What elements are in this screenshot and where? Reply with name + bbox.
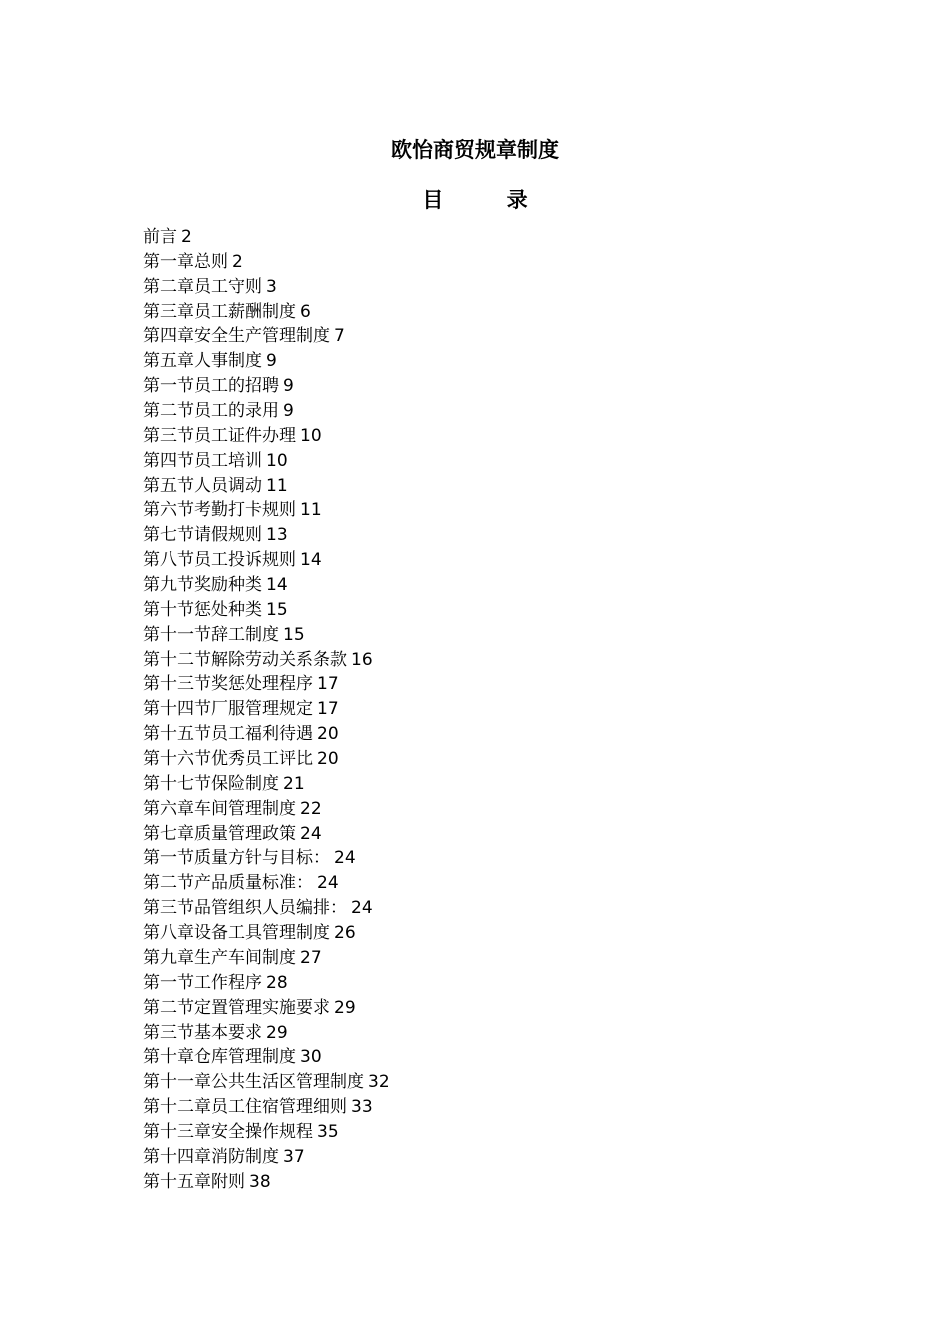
toc-entry[interactable] (143, 747, 390, 772)
toc-entry-page-number: 15 (266, 599, 288, 620)
toc-entry[interactable] (143, 648, 390, 673)
toc-entry-label: 第四章安全生产管理制度 (143, 326, 330, 347)
toc-entry-page-number: 24 (300, 823, 322, 844)
toc-entry-label: 第一节质量方针与目标： (143, 848, 330, 869)
toc-entry[interactable] (143, 772, 390, 797)
toc-entry-label: 第二节定置管理实施要求 (143, 997, 330, 1018)
toc-entry-label: 第十一章公共生活区管理制度 (143, 1072, 364, 1093)
toc-entry-page-number: 20 (317, 749, 339, 770)
toc-entry-label: 第四节员工培训 (143, 450, 262, 471)
toc-entry-page-number: 10 (300, 425, 322, 446)
toc-entry-page-number: 17 (317, 674, 339, 695)
toc-entry[interactable] (143, 1021, 390, 1046)
toc-entry[interactable] (143, 349, 390, 374)
toc-entry-label: 第十六节优秀员工评比 (143, 749, 313, 770)
toc-entry-page-number: 28 (266, 972, 288, 993)
toc-entry[interactable] (143, 623, 390, 648)
toc-entry-page-number: 38 (249, 1171, 271, 1192)
toc-entry[interactable] (143, 449, 390, 474)
toc-entry-label: 第十七节保险制度 (143, 773, 279, 794)
toc-entry[interactable] (143, 598, 390, 623)
toc-entry[interactable] (143, 300, 390, 325)
toc-entry-page-number: 10 (266, 450, 288, 471)
toc-entry-page-number: 2 (181, 227, 192, 247)
toc-entry-page-number: 15 (283, 624, 305, 645)
toc-entry[interactable] (143, 1120, 390, 1145)
toc-entry[interactable] (143, 275, 390, 300)
toc-heading: 目 录 (422, 188, 556, 212)
toc-entry-label: 第十节惩处种类 (143, 599, 262, 620)
toc-entry-label: 第二节员工的录用 (143, 401, 279, 422)
toc-entry-page-number: 24 (351, 898, 373, 919)
toc-entry-page-number: 37 (283, 1146, 305, 1167)
table-of-contents (143, 225, 390, 1195)
toc-entry[interactable] (143, 846, 390, 871)
toc-entry-label: 第十三章安全操作规程 (143, 1121, 313, 1142)
toc-entry-label: 第十一节辞工制度 (143, 624, 279, 645)
toc-entry-label: 第八章设备工具管理制度 (143, 923, 330, 944)
toc-entry-page-number: 11 (266, 475, 288, 496)
toc-entry[interactable] (143, 225, 390, 250)
toc-entry[interactable] (143, 474, 390, 499)
toc-entry-page-number: 22 (300, 798, 322, 819)
toc-entry-label: 第五节人员调动 (143, 475, 262, 496)
toc-entry[interactable] (143, 1145, 390, 1170)
toc-entry-page-number: 16 (351, 649, 373, 670)
toc-entry[interactable] (143, 822, 390, 847)
toc-entry-page-number: 24 (334, 848, 356, 869)
toc-entry-page-number: 21 (283, 773, 305, 794)
toc-entry-page-number: 24 (317, 873, 339, 894)
toc-entry[interactable] (143, 1070, 390, 1095)
toc-entry-label: 第一节工作程序 (143, 972, 262, 993)
toc-entry-page-number: 9 (266, 351, 277, 372)
toc-entry-page-number: 20 (317, 724, 339, 745)
toc-entry-label: 第二节产品质量标准： (143, 873, 313, 894)
toc-entry-label: 第六节考勤打卡规则 (143, 500, 296, 521)
toc-entry-label: 第十四节厂服管理规定 (143, 699, 313, 720)
toc-entry-label: 第一章总则 (143, 251, 228, 272)
toc-entry-page-number: 27 (300, 947, 322, 968)
toc-entry[interactable] (143, 573, 390, 598)
toc-entry[interactable] (143, 672, 390, 697)
toc-entry[interactable] (143, 374, 390, 399)
toc-entry-page-number: 9 (283, 376, 294, 397)
toc-entry[interactable] (143, 896, 390, 921)
toc-entry-page-number: 9 (283, 401, 294, 422)
toc-entry-label: 第九章生产车间制度 (143, 947, 296, 968)
toc-entry-page-number: 17 (317, 699, 339, 720)
toc-entry-page-number: 14 (300, 550, 322, 571)
toc-entry-label: 第三节品管组织人员编排： (143, 898, 347, 919)
toc-entry-label: 第十章仓库管理制度 (143, 1047, 296, 1068)
toc-entry[interactable] (143, 424, 390, 449)
toc-entry-label: 第十四章消防制度 (143, 1146, 279, 1167)
toc-entry[interactable] (143, 722, 390, 747)
toc-entry[interactable] (143, 697, 390, 722)
toc-entry-label: 第九节奖励种类 (143, 575, 262, 596)
toc-entry-label: 第一节员工的招聘 (143, 376, 279, 397)
toc-entry-page-number: 3 (266, 276, 277, 297)
toc-entry[interactable] (143, 548, 390, 573)
toc-entry-page-number: 26 (334, 923, 356, 944)
toc-entry-label: 第三节员工证件办理 (143, 425, 296, 446)
toc-entry[interactable] (143, 871, 390, 896)
toc-entry-page-number: 29 (266, 1022, 288, 1043)
toc-entry[interactable] (143, 946, 390, 971)
toc-entry[interactable] (143, 1045, 390, 1070)
toc-entry-page-number: 30 (300, 1047, 322, 1068)
toc-entry[interactable] (143, 1170, 390, 1195)
toc-entry-label: 第三章员工薪酬制度 (143, 301, 296, 322)
toc-entry[interactable] (143, 971, 390, 996)
toc-entry-label: 第七节请假规则 (143, 525, 262, 546)
toc-entry-label: 第五章人事制度 (143, 351, 262, 372)
toc-entry-page-number: 7 (334, 326, 345, 347)
toc-entry[interactable] (143, 797, 390, 822)
toc-entry-label: 第三节基本要求 (143, 1022, 262, 1043)
toc-entry-page-number: 33 (351, 1097, 373, 1118)
toc-entry[interactable] (143, 324, 390, 349)
toc-entry[interactable] (143, 523, 390, 548)
toc-entry-label: 第八节员工投诉规则 (143, 550, 296, 571)
toc-entry[interactable] (143, 498, 390, 523)
toc-entry-page-number: 32 (368, 1072, 390, 1093)
toc-entry-label: 前言 (143, 227, 177, 247)
document-title: 欧怡商贸规章制度 (391, 138, 559, 162)
toc-entry[interactable] (143, 250, 390, 275)
toc-entry-page-number: 6 (300, 301, 311, 322)
toc-entry-page-number: 11 (300, 500, 322, 521)
toc-entry-page-number: 35 (317, 1121, 339, 1142)
toc-entry-page-number: 29 (334, 997, 356, 1018)
toc-entry-label: 第六章车间管理制度 (143, 798, 296, 819)
toc-entry-page-number: 13 (266, 525, 288, 546)
toc-entry-label: 第十三节奖惩处理程序 (143, 674, 313, 695)
toc-entry-label: 第十五章附则 (143, 1171, 245, 1192)
toc-entry-label: 第七章质量管理政策 (143, 823, 296, 844)
toc-entry[interactable] (143, 996, 390, 1021)
toc-entry[interactable] (143, 399, 390, 424)
toc-entry[interactable] (143, 921, 390, 946)
toc-entry-page-number: 14 (266, 575, 288, 596)
toc-entry[interactable] (143, 1095, 390, 1120)
toc-entry-page-number: 2 (232, 251, 243, 272)
toc-entry-label: 第十二章员工住宿管理细则 (143, 1097, 347, 1118)
toc-entry-label: 第十五节员工福利待遇 (143, 724, 313, 745)
toc-entry-label: 第十二节解除劳动关系条款 (143, 649, 347, 670)
toc-entry-label: 第二章员工守则 (143, 276, 262, 297)
